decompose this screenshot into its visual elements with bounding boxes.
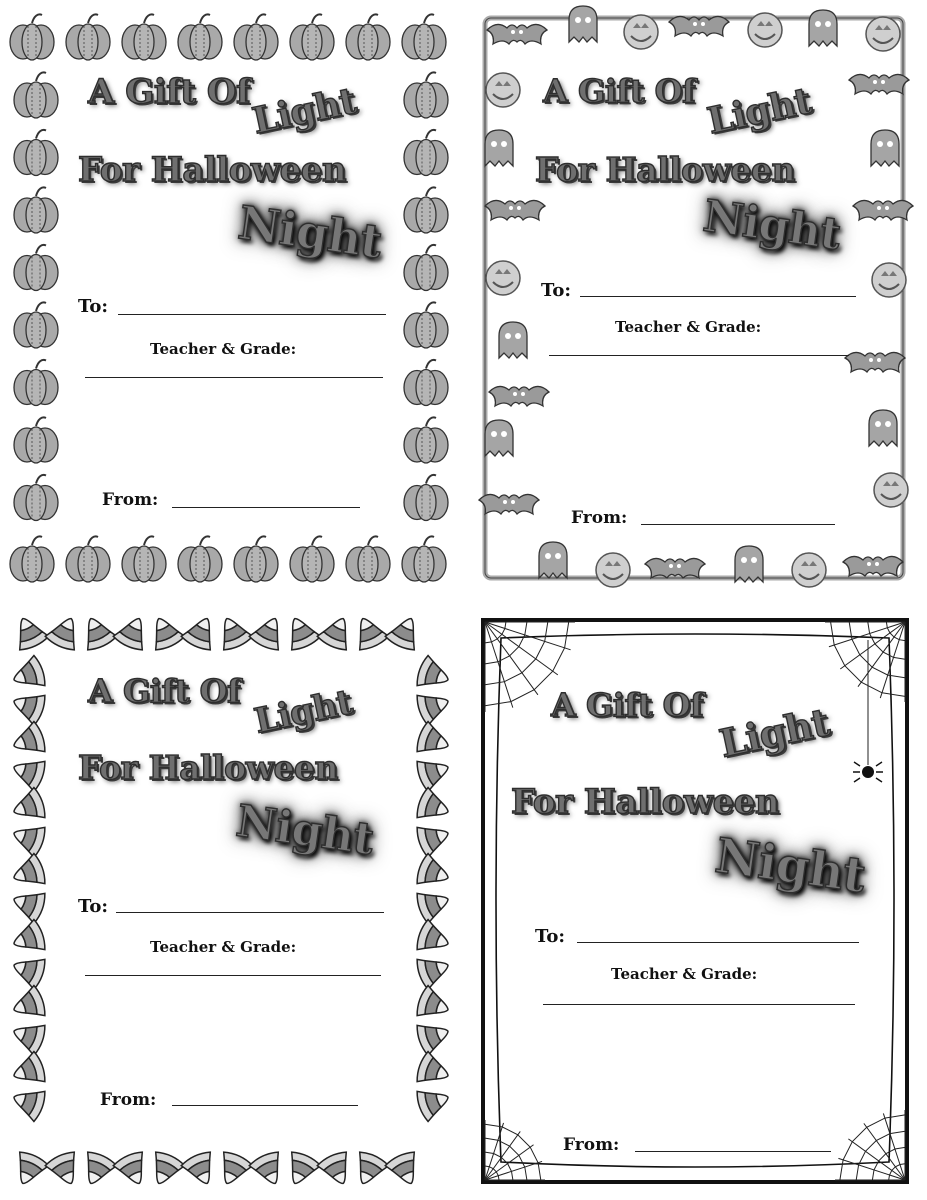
jack-o-lantern-icon — [624, 15, 658, 49]
candy-corn-icon — [9, 919, 48, 959]
pumpkin-icon — [14, 360, 58, 406]
title-light: Light — [248, 79, 360, 143]
candy-corn-icon — [348, 612, 390, 653]
teacher-grade-label: Teacher & Grade: — [615, 318, 762, 336]
candy-corn-icon — [248, 1149, 290, 1190]
teacher-grade-line — [549, 355, 849, 356]
teacher-grade-label: Teacher & Grade: — [150, 938, 297, 956]
pumpkin-icon — [14, 417, 58, 463]
bat-icon — [479, 494, 539, 514]
candy-corn-icon — [9, 686, 48, 726]
candy-corn-icon — [414, 818, 453, 858]
candy-corn-icon — [8, 612, 50, 653]
from-line — [635, 1151, 831, 1152]
candy-corn-icon — [316, 612, 358, 653]
candy-corn-icon — [9, 950, 48, 990]
jack-o-lantern-icon — [748, 13, 782, 47]
title-for-halloween: For Halloween — [78, 150, 347, 190]
candy-corn-icon — [280, 1149, 322, 1190]
to-line — [118, 314, 386, 315]
candy-corn-icon — [44, 612, 86, 653]
from-line — [172, 1105, 358, 1106]
title-for-halloween: For Halloween — [511, 782, 780, 822]
candy-corn-icon — [76, 1149, 118, 1190]
title-gift-of: A Gift Of — [543, 72, 696, 110]
teacher-grade-label: Teacher & Grade: — [150, 340, 297, 358]
ghost-icon — [485, 420, 513, 456]
title-light: Light — [703, 79, 815, 143]
from-line — [172, 507, 360, 508]
candy-corn-icon — [9, 655, 48, 695]
ghost-icon — [485, 130, 513, 166]
pumpkin-icon — [404, 302, 448, 348]
pumpkin-icon — [290, 14, 334, 60]
bat-icon — [487, 24, 547, 44]
candy-corn-icon — [180, 612, 222, 653]
to-label: To: — [78, 296, 108, 317]
pumpkin-icon — [14, 130, 58, 176]
candy-corn-icon — [144, 1149, 186, 1190]
candy-corn-icon — [414, 1051, 453, 1091]
spiderweb-icon — [485, 1120, 545, 1180]
from-label: From: — [100, 1090, 157, 1110]
candy-corn-icon — [180, 1149, 222, 1190]
pumpkin-icon — [290, 536, 334, 582]
bat-icon — [669, 16, 729, 36]
candy-corn-icon — [9, 1082, 48, 1122]
candy-corn-icon — [212, 612, 254, 653]
pumpkin-icon — [404, 245, 448, 291]
candy-corn-icon — [76, 612, 118, 653]
pumpkin-icon — [234, 536, 278, 582]
ghost-icon — [871, 130, 899, 166]
title-night: Night — [711, 827, 869, 905]
teacher-grade-line — [543, 1004, 855, 1005]
ghost-icon — [499, 322, 527, 358]
certificate-card-pumpkin — [0, 0, 463, 600]
pumpkin-icon — [178, 536, 222, 582]
to-label: To: — [535, 926, 565, 947]
from-line — [641, 524, 835, 525]
candy-corn-icon — [212, 1149, 254, 1190]
ghost-icon — [809, 10, 837, 46]
candy-corn-icon — [112, 1149, 154, 1190]
title-gift-of: A Gift Of — [88, 672, 241, 710]
pumpkin-icon — [404, 72, 448, 118]
to-line — [577, 942, 859, 943]
pumpkin-icon — [14, 187, 58, 233]
candy-corn-icon — [414, 752, 453, 792]
pumpkin-icon — [178, 14, 222, 60]
from-label: From: — [563, 1135, 620, 1155]
jack-o-lantern-icon — [596, 553, 630, 587]
pumpkin-icon — [14, 302, 58, 348]
title-for-halloween: For Halloween — [535, 150, 796, 189]
candy-corn-icon — [414, 919, 453, 959]
pumpkin-icon — [404, 360, 448, 406]
jack-o-lantern-icon — [866, 17, 900, 51]
teacher-grade-line — [85, 377, 383, 378]
pumpkin-icon — [404, 187, 448, 233]
candy-corn-icon — [9, 1016, 48, 1056]
bat-icon — [489, 386, 549, 406]
candy-corn-icon — [8, 1149, 50, 1190]
pumpkin-icon — [346, 536, 390, 582]
pumpkin-icon — [346, 14, 390, 60]
pumpkin-icon — [14, 72, 58, 118]
candy-corn-icon — [414, 1016, 453, 1056]
candy-corn-icon — [144, 612, 186, 653]
candy-corn-icon — [9, 752, 48, 792]
candy-corn-icon — [9, 853, 48, 893]
pumpkin-icon — [404, 130, 448, 176]
ghost-icon — [539, 542, 567, 578]
bat-icon — [843, 556, 903, 576]
candy-corn-icon — [384, 1149, 426, 1190]
pumpkin-icon — [10, 536, 54, 582]
ghost-icon — [869, 410, 897, 446]
candy-corn-icon — [248, 612, 290, 653]
pumpkin-icon — [404, 417, 448, 463]
title-gift-of: A Gift Of — [551, 686, 704, 724]
candy-corn-icon — [384, 612, 426, 653]
candy-corn-icon — [348, 1149, 390, 1190]
pumpkin-icon — [404, 475, 448, 521]
from-label: From: — [102, 490, 159, 510]
title-gift-of: A Gift Of — [88, 72, 251, 112]
title-night: Night — [234, 195, 385, 269]
candy-corn-icon — [112, 612, 154, 653]
candy-corn-icon — [44, 1149, 86, 1190]
candy-corn-icon — [414, 787, 453, 827]
candy-corn-icon — [414, 686, 453, 726]
title-night: Night — [700, 190, 844, 261]
bat-icon — [853, 200, 913, 220]
candy-corn-icon — [414, 721, 453, 761]
bat-icon — [645, 558, 705, 578]
candy-corn-icon — [414, 1082, 453, 1122]
jack-o-lantern-icon — [486, 73, 520, 107]
candy-corn-icon — [280, 612, 322, 653]
candy-corn-icon — [316, 1149, 358, 1190]
ghost-icon — [569, 6, 597, 42]
candy-corn-icon — [414, 853, 453, 893]
certificate-card-candy-corn — [0, 600, 463, 1200]
pumpkin-icon — [14, 245, 58, 291]
title-light: Light — [250, 682, 356, 742]
ghost-icon — [735, 546, 763, 582]
certificate-card-ghost-bat — [463, 0, 927, 600]
pumpkin-icon — [402, 536, 446, 582]
spiderweb-icon — [835, 1110, 905, 1180]
pumpkin-icon — [122, 536, 166, 582]
pumpkin-icon — [66, 536, 110, 582]
bat-icon — [485, 200, 545, 220]
candy-corn-icon — [9, 985, 48, 1025]
candy-corn-icon — [414, 950, 453, 990]
pumpkin-icon — [234, 14, 278, 60]
jack-o-lantern-icon — [872, 263, 906, 297]
pumpkin-icon — [402, 14, 446, 60]
teacher-grade-label: Teacher & Grade: — [611, 965, 758, 983]
to-label: To: — [541, 280, 571, 301]
title-for-halloween: For Halloween — [78, 748, 339, 787]
certificate-card-spiderweb — [463, 600, 927, 1200]
candy-corn-icon — [9, 1051, 48, 1091]
title-night: Night — [233, 795, 377, 866]
jack-o-lantern-icon — [874, 473, 908, 507]
spider-icon — [853, 640, 883, 782]
jack-o-lantern-icon — [792, 553, 826, 587]
to-line — [116, 912, 384, 913]
pumpkin-icon — [14, 475, 58, 521]
bat-icon — [845, 352, 905, 372]
title-light: Light — [715, 699, 833, 766]
to-label: To: — [78, 896, 108, 917]
candy-corn-icon — [414, 655, 453, 695]
spiderweb-icon — [825, 622, 905, 702]
pumpkin-icon — [66, 14, 110, 60]
candy-corn-icon — [9, 787, 48, 827]
to-line — [580, 296, 856, 297]
candy-corn-icon — [9, 884, 48, 924]
candy-corn-icon — [414, 985, 453, 1025]
candy-corn-icon — [9, 721, 48, 761]
candy-corn-icon — [9, 818, 48, 858]
from-label: From: — [571, 508, 628, 528]
pumpkin-icon — [10, 14, 54, 60]
candy-corn-icon — [414, 884, 453, 924]
jack-o-lantern-icon — [486, 261, 520, 295]
pumpkin-icon — [122, 14, 166, 60]
teacher-grade-line — [85, 975, 381, 976]
bat-icon — [849, 74, 909, 94]
